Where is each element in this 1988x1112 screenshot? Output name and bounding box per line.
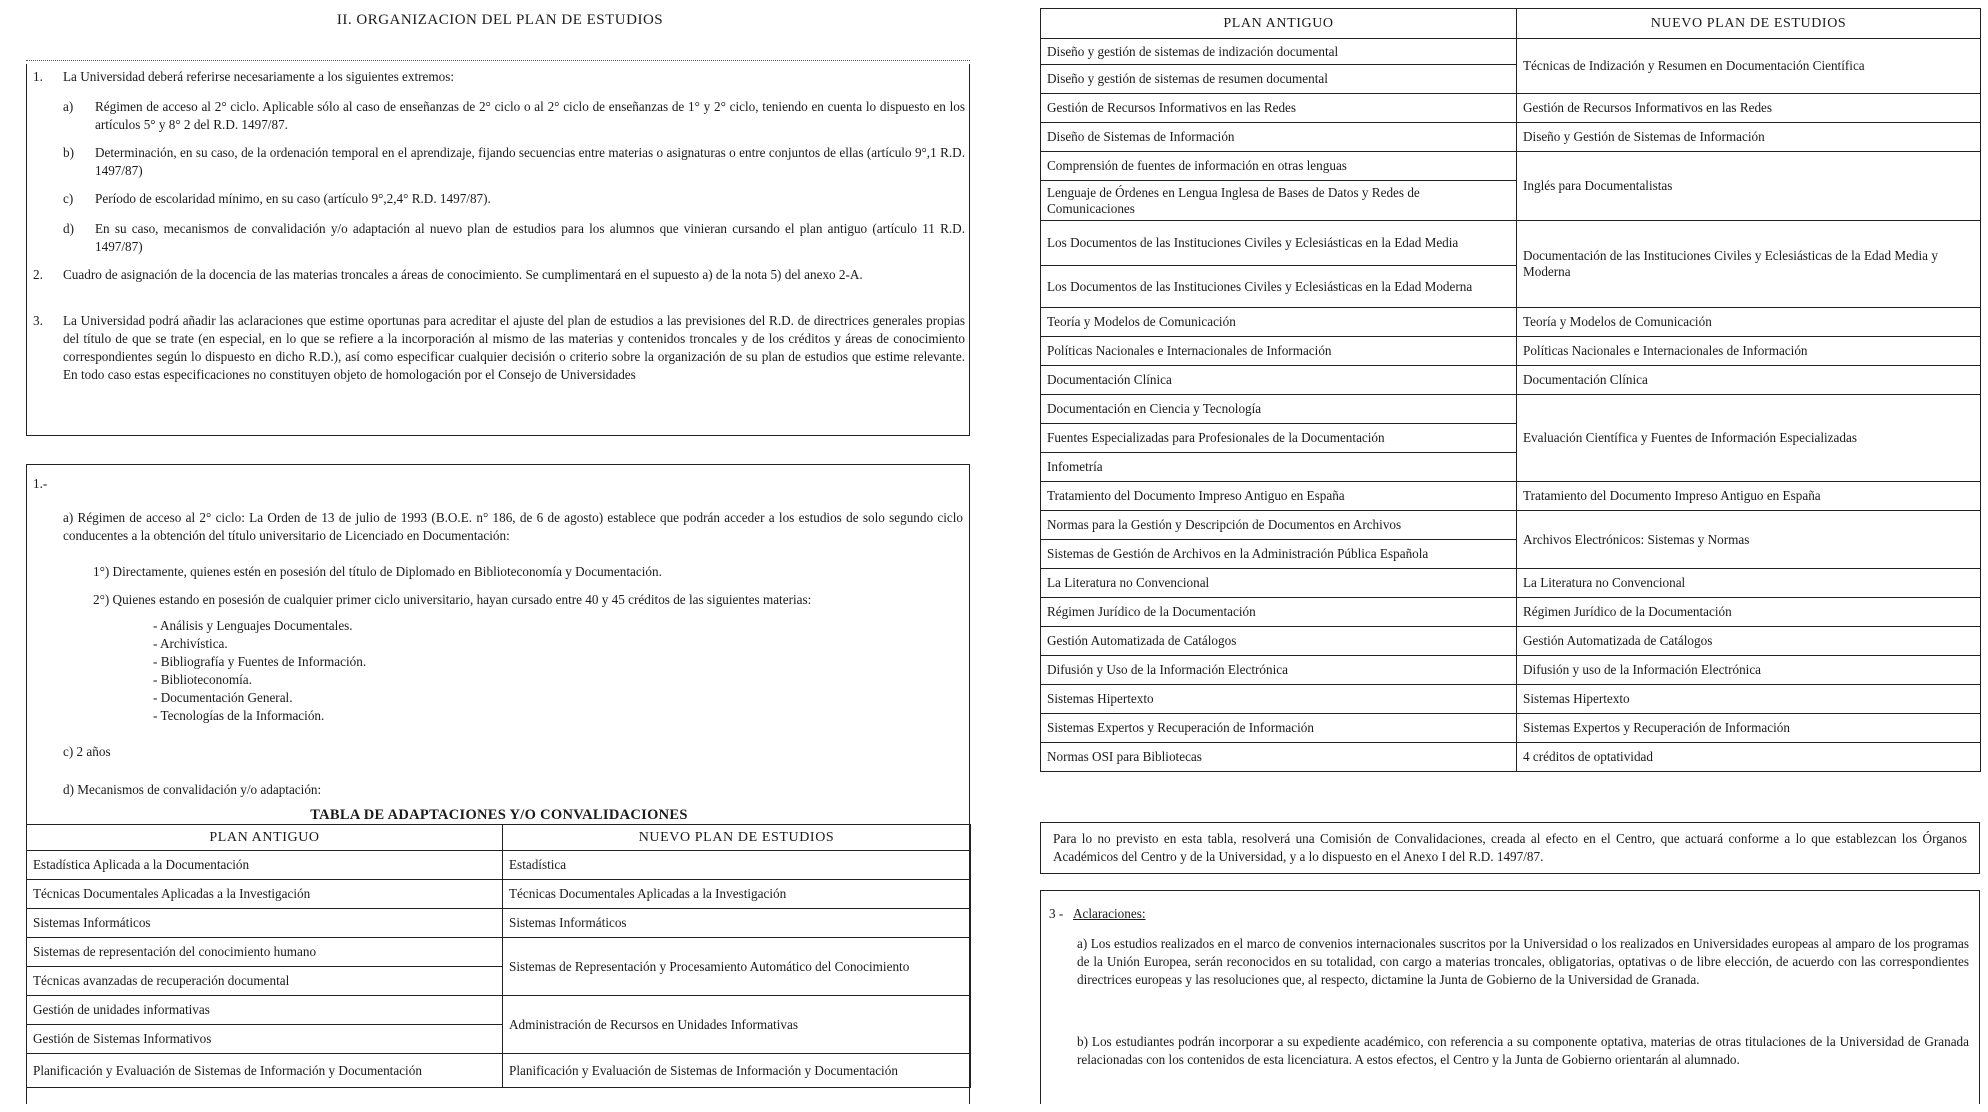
col-header-new: NUEVO PLAN DE ESTUDIOS — [503, 825, 971, 851]
sub-c-text: Período de escolaridad mínimo, en su caso (artículo 9°,2,4° R.D. 1497/87). — [95, 191, 491, 206]
aclaracion-b: b) Los estudiantes podrán incorporar a su expediente académico, con referencia a su componente optativa, materias de otras titulaciones de la Universidad de Granada relacionadas con los contenidos de esta licenciatura. A estos efectos, el Centro y la Junta de Gobierno orientarán al alumnado. — [1077, 1034, 1969, 1067]
table-cell: Técnicas avanzadas de recuperación documental — [27, 967, 503, 996]
table-cell: Lenguaje de Órdenes en Lengua Inglesa de Bases de Datos y Redes de Comunicaciones — [1041, 181, 1517, 221]
table-cell: Sistemas Expertos y Recuperación de Información — [1517, 714, 1981, 743]
col-header-old: PLAN ANTIGUO — [1041, 9, 1517, 39]
table-cell: Políticas Nacionales e Internacionales de Información — [1517, 337, 1981, 366]
dotted-divider — [26, 60, 970, 61]
section-title: II. ORGANIZACION DEL PLAN DE ESTUDIOS — [336, 12, 664, 28]
table-cell: Gestión de Recursos Informativos en las Redes — [1517, 94, 1981, 123]
sub-a-text: Régimen de acceso al 2° ciclo. Aplicable sólo al caso de enseñanzas de 2° ciclo o al 2° ciclo de enseñanzas de 1° y 2° ciclo, teniendo en cuenta lo dispuesto en los artículos 5° y 8° 2 del R.D. 1497/87. — [95, 99, 965, 132]
adaptaciones-table-left — [26, 824, 971, 1088]
item-2-text: Cuadro de asignación de la docencia de las materias troncales a áreas de conocimiento. Se cumplimentará en el supuesto a) de la nota 5) del anexo 2-A. — [63, 267, 863, 282]
regimen-a2: 2°) Quienes estando en posesión de cualquier primer ciclo universitario, hayan cursado entre 40 y 45 créditos de las siguientes materias: — [93, 592, 812, 607]
instructions-box — [26, 64, 970, 436]
table-cell: Infometría — [1041, 453, 1517, 482]
item-1-text: La Universidad deberá referirse necesariamente a los siguientes extremos: — [63, 69, 455, 84]
note-box — [1040, 822, 1980, 874]
table-cell: Sistemas Hipertexto — [1517, 685, 1981, 714]
table-cell: Gestión de unidades informativas — [27, 996, 503, 1025]
table-cell: Técnicas Documentales Aplicadas a la Investigación — [503, 880, 971, 909]
item-3-text: La Universidad podrá añadir las aclaraciones que estime oportunas para acreditar el ajuste del plan de estudios a las previsiones del R.D. de directrices generales propias del título de que se trate (en especial, en lo que se refiere a la incorporación al mismo de las materias y contenidos troncales y de los créditos y áreas de conocimiento correspondientes según lo dispuesto en dicho R.D.), así como especificar cualquier decisión o criterio sobre la organización de su plan de estudios que estime relevante. En todo caso estas especificaciones no constituyen objeto de homologación por el Consejo de Universidades — [63, 313, 965, 382]
list-item: - Tecnologías de la Información. — [153, 708, 325, 723]
regimen-d: d) Mecanismos de convalidación y/o adaptación: — [63, 782, 322, 797]
item-1-number: 1. — [33, 69, 43, 84]
table-cell: Diseño y Gestión de Sistemas de Información — [1517, 123, 1981, 152]
table-cell: Administración de Recursos en Unidades Informativas — [503, 996, 971, 1054]
table-cell: Documentación de las Instituciones Civiles y Eclesiásticas de la Edad Media y Moderna — [1517, 221, 1981, 308]
table-title: TABLA DE ADAPTACIONES Y/O CONVALIDACIONES — [310, 807, 688, 823]
table-cell: Sistemas Hipertexto — [1041, 685, 1517, 714]
table-cell: Documentación Clínica — [1041, 366, 1517, 395]
list-item: - Análisis y Lenguajes Documentales. — [153, 618, 353, 633]
table-cell: Normas OSI para Bibliotecas — [1041, 743, 1517, 772]
table-cell: Archivos Electrónicos: Sistemas y Normas — [1517, 511, 1981, 569]
table-cell: Teoría y Modelos de Comunicación — [1041, 308, 1517, 337]
table-cell: Sistemas de representación del conocimiento humano — [27, 938, 503, 967]
note-text: Para lo no previsto en esta tabla, resolverá una Comisión de Convalidaciones, creada al efecto en el Centro, que actuará conforme a lo que establezcan los Órganos Académicos del Centro y de la Universidad, y a lo dispuesto en el Anexo I del R.D. 1497/87. — [1053, 831, 1967, 864]
table-cell: Régimen Jurídico de la Documentación — [1041, 598, 1517, 627]
item-3-number: 3. — [33, 313, 43, 328]
table-cell: La Literatura no Convencional — [1517, 569, 1981, 598]
table-cell: Tratamiento del Documento Impreso Antiguo en España — [1041, 482, 1517, 511]
table-cell: Planificación y Evaluación de Sistemas de Información y Documentación — [503, 1054, 971, 1088]
aclaraciones-box — [1040, 890, 1980, 1104]
table-cell: Los Documentos de las Instituciones Civiles y Eclesiásticas en la Edad Media — [1041, 221, 1517, 266]
table-cell: La Literatura no Convencional — [1041, 569, 1517, 598]
table-cell: Tratamiento del Documento Impreso Antiguo en España — [1517, 482, 1981, 511]
table-cell: Sistemas Expertos y Recuperación de Información — [1041, 714, 1517, 743]
materias-list — [153, 617, 553, 725]
aclaraciones-title: Aclaraciones: — [1073, 906, 1146, 921]
table-cell: Difusión y uso de la Información Electrónica — [1517, 656, 1981, 685]
table-cell: Sistemas Informáticos — [27, 909, 503, 938]
aclaraciones-number: 3 - — [1049, 906, 1064, 921]
regimen-a-text: a) Régimen de acceso al 2° ciclo: La Orden de 13 de julio de 1993 (B.O.E. n° 186, de 6 de agosto) establece que podrán acceder a los estudios de solo segundo ciclo conducentes a la obtención del título universitario de Licenciado en Documentación: — [63, 510, 963, 543]
table-cell: Régimen Jurídico de la Documentación — [1517, 598, 1981, 627]
table-cell: Técnicas Documentales Aplicadas a la Investigación — [27, 880, 503, 909]
table-cell: Evaluación Científica y Fuentes de Información Especializadas — [1517, 395, 1981, 482]
list-item: - Documentación General. — [153, 690, 293, 705]
table-cell: Documentación Clínica — [1517, 366, 1981, 395]
table-cell: Diseño y gestión de sistemas de resumen documental — [1041, 65, 1517, 94]
table-cell: Estadística — [503, 851, 971, 880]
sub-c-label: c) — [63, 191, 74, 206]
table-cell: Diseño y gestión de sistemas de indización documental — [1041, 39, 1517, 65]
table-cell: Fuentes Especializadas para Profesionales de la Documentación — [1041, 424, 1517, 453]
table-cell: Teoría y Modelos de Comunicación — [1517, 308, 1981, 337]
table-cell: Sistemas Informáticos — [503, 909, 971, 938]
table-cell: Diseño de Sistemas de Información — [1041, 123, 1517, 152]
sub-b-text: Determinación, en su caso, de la ordenación temporal en el aprendizaje, fijando secuencias entre materias o asignaturas o entre conjuntos de ellas (artículo 9°,1 R.D. 1497/87) — [95, 145, 965, 178]
table-cell: Inglés para Documentalistas — [1517, 152, 1981, 221]
table-cell: Normas para la Gestión y Descripción de Documentos en Archivos — [1041, 511, 1517, 540]
list-item: - Bibliografía y Fuentes de Información. — [153, 654, 367, 669]
regimen-c: c) 2 años — [63, 744, 111, 759]
table-cell: Difusión y Uso de la Información Electrónica — [1041, 656, 1517, 685]
adaptaciones-table-right — [1040, 8, 1981, 772]
item-2-number: 2. — [33, 267, 43, 282]
table-cell: Gestión Automatizada de Catálogos — [1041, 627, 1517, 656]
list-item: - Archivística. — [153, 636, 228, 651]
list-item: - Biblioteconomía. — [153, 672, 252, 687]
col-header-old: PLAN ANTIGUO — [27, 825, 503, 851]
sub-d-text: En su caso, mecanismos de convalidación y/o adaptación al nuevo plan de estudios para los alumnos que vinieran cursando el plan antiguo (artículo 11 R.D. 1497/87) — [95, 221, 965, 254]
box2-heading: 1.- — [33, 476, 48, 491]
sub-a-label: a) — [63, 99, 74, 114]
table-cell: Gestión de Recursos Informativos en las Redes — [1041, 94, 1517, 123]
table-cell: Técnicas de Indización y Resumen en Documentación Científica — [1517, 39, 1981, 94]
table-cell: Sistemas de Representación y Procesamiento Automático del Conocimiento — [503, 938, 971, 996]
sub-d-label: d) — [63, 221, 74, 236]
aclaracion-a: a) Los estudios realizados en el marco de convenios internacionales suscritos por la Universidad o los realizados en Universidades europeas al amparo de los programas de la Unión Europea, serán reconocidos en su totalidad, con cargo a materias troncales, obligatorias, optativas o de libre elección, de acuerdo con las correspondientes directrices europeas y las resoluciones que, al respecto, dictamine la Junta de Gobierno de la Universidad de Granada. — [1077, 936, 1969, 987]
table-cell: Planificación y Evaluación de Sistemas de Información y Documentación — [27, 1054, 503, 1088]
table-cell: 4 créditos de optatividad — [1517, 743, 1981, 772]
regimen-a1: 1°) Directamente, quienes estén en posesión del título de Diplomado en Biblioteconomía y Documentación. — [93, 564, 662, 579]
table-cell: Estadística Aplicada a la Documentación — [27, 851, 503, 880]
table-cell: Los Documentos de las Instituciones Civiles y Eclesiásticas en la Edad Moderna — [1041, 266, 1517, 308]
table-cell: Políticas Nacionales e Internacionales de Información — [1041, 337, 1517, 366]
table-cell: Comprensión de fuentes de información en otras lenguas — [1041, 152, 1517, 181]
sub-b-label: b) — [63, 145, 74, 160]
table-cell: Sistemas de Gestión de Archivos en la Administración Pública Española — [1041, 540, 1517, 569]
table-cell: Gestión Automatizada de Catálogos — [1517, 627, 1981, 656]
col-header-new: NUEVO PLAN DE ESTUDIOS — [1517, 9, 1981, 39]
table-cell: Documentación en Ciencia y Tecnología — [1041, 395, 1517, 424]
table-cell: Gestión de Sistemas Informativos — [27, 1025, 503, 1054]
